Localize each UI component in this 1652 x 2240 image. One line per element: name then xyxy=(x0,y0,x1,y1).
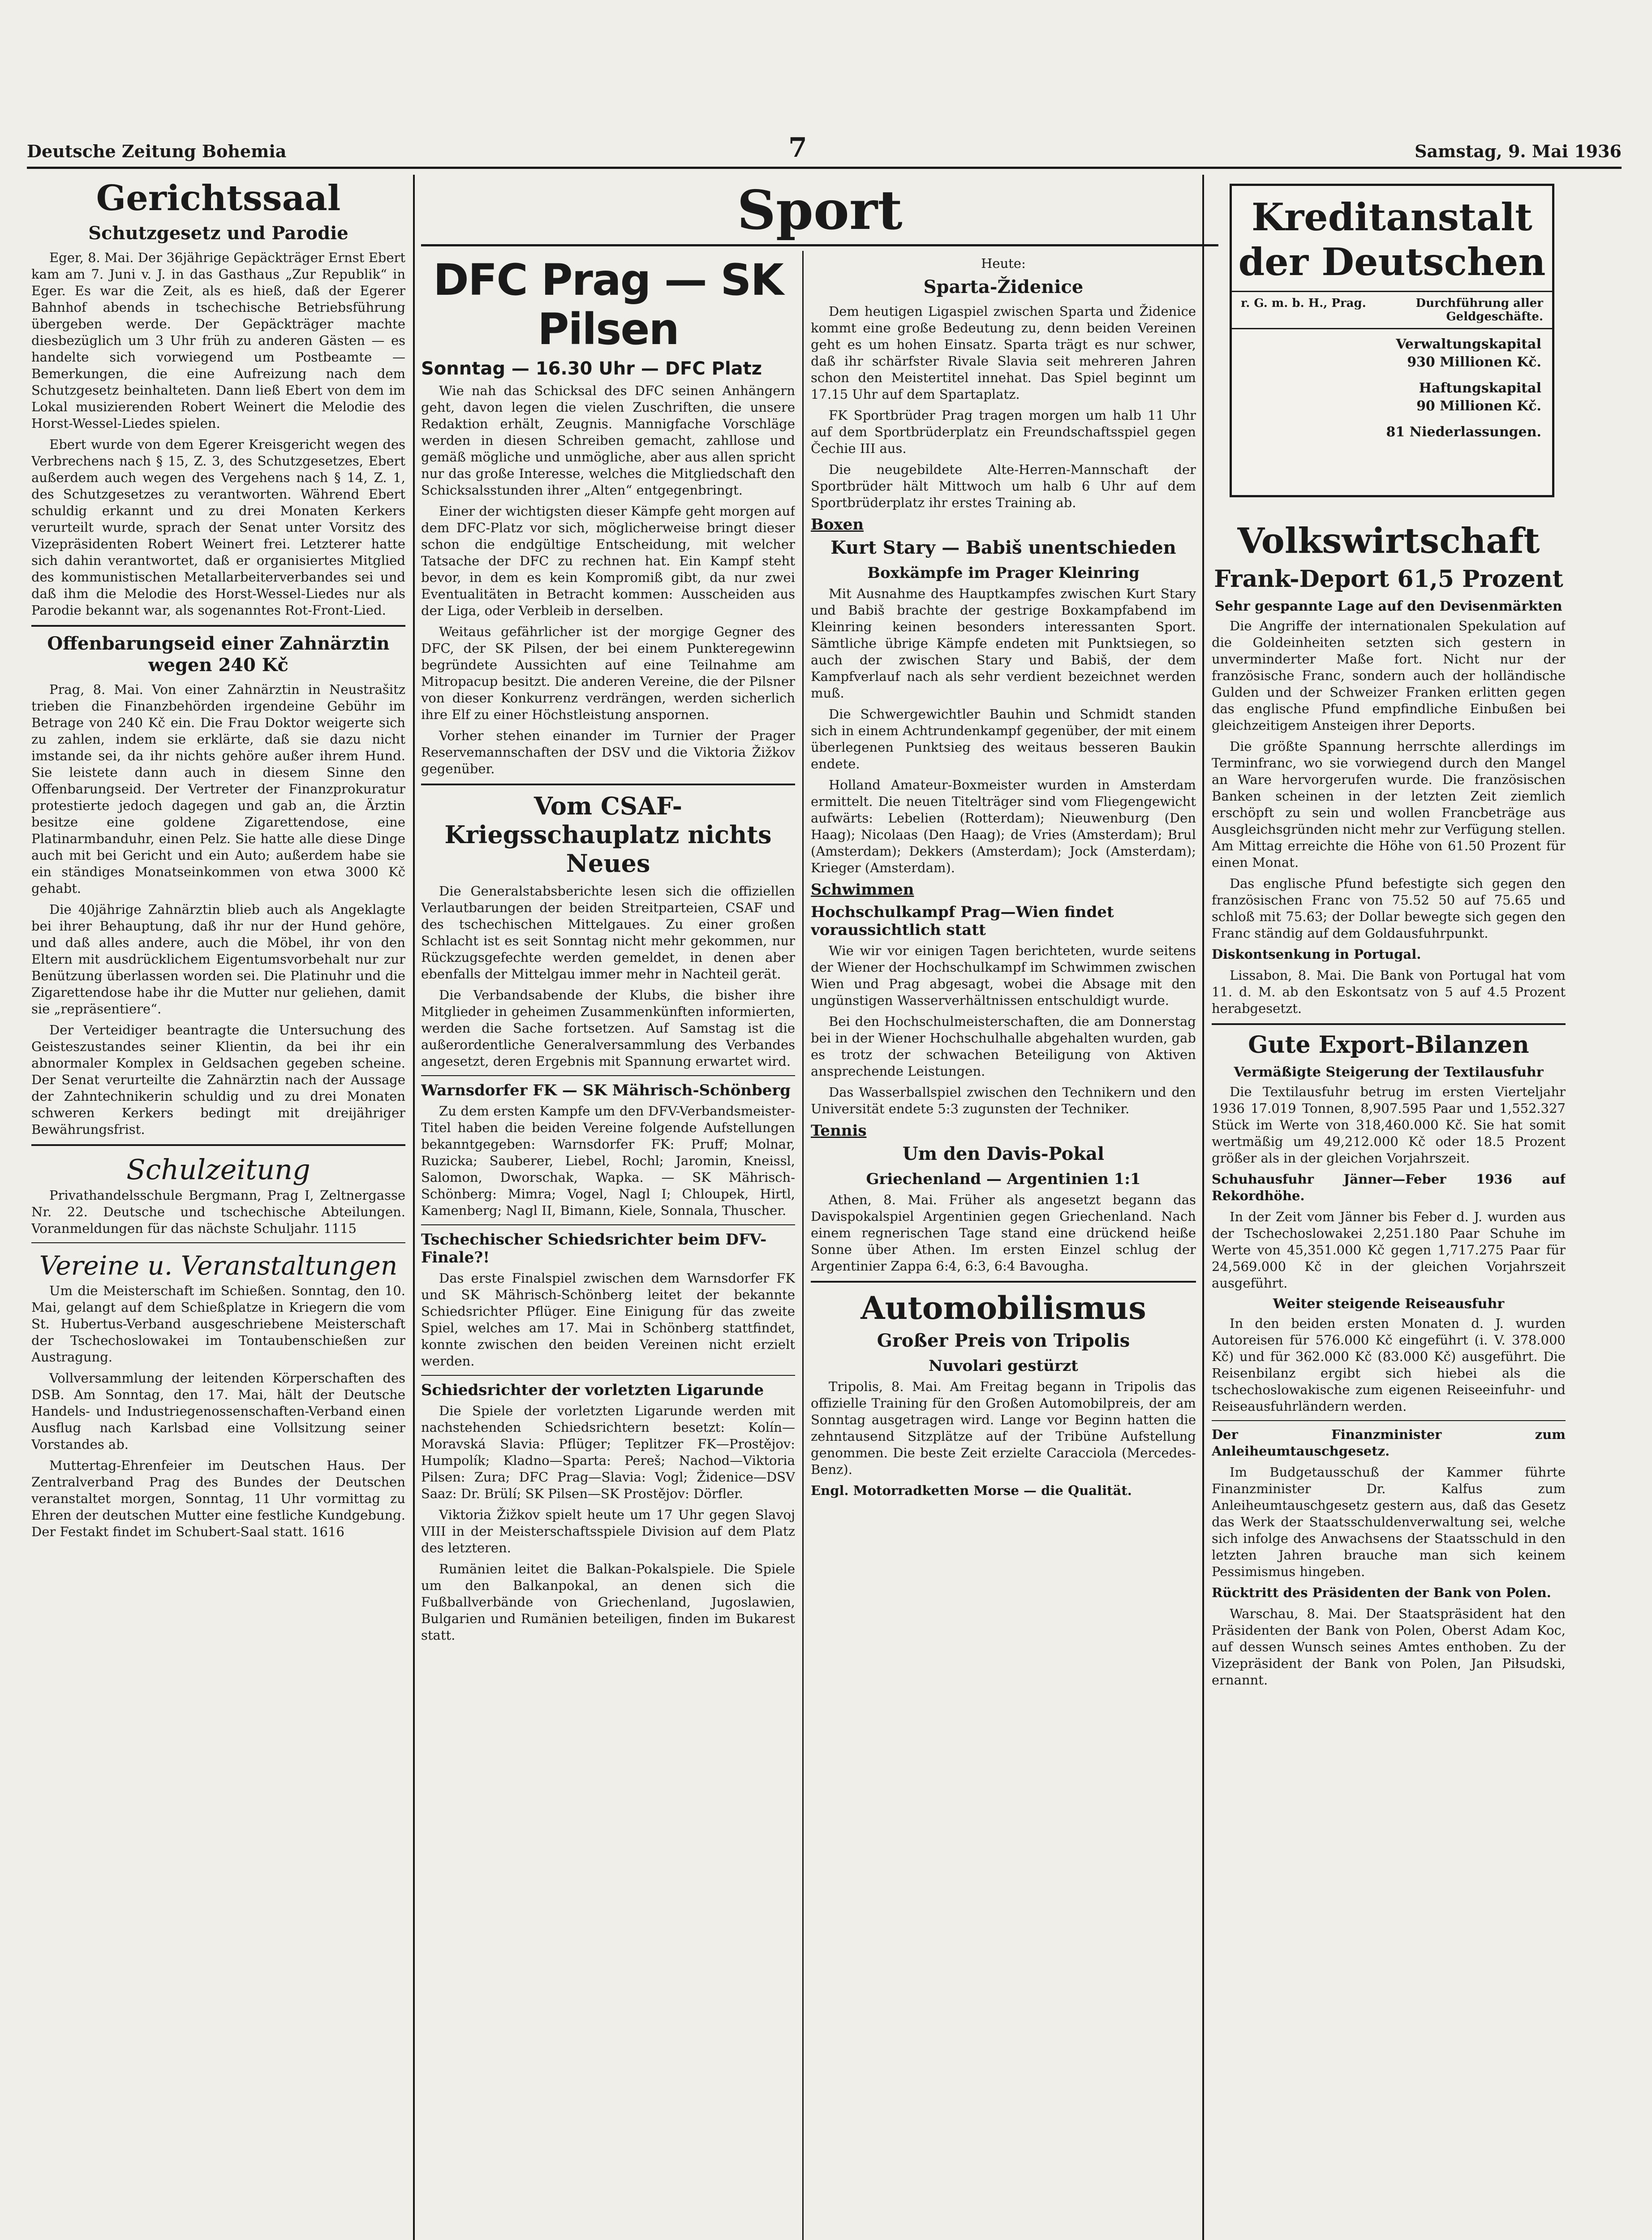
article-paragraph: Die Generalstabsberichte lesen sich die offiziellen Verlautbarungen der beiden Streitparteien, CSAF und des tschechischen Mittelgaues. Zu einer großen Schlacht ist es seit Sonntag nicht mehr gekommen, nur Rückzugsgefechte werden gemeldet, in denen aber ebenfalls der Mittelgau immer mehr in Nachteil gerät. xyxy=(421,883,795,982)
divider xyxy=(421,784,795,785)
divider xyxy=(421,1375,795,1376)
article-paragraph: Viktoria Žižkov spielt heute um 17 Uhr gegen Slavoj VIII in der Meisterschaftsspiele Division auf dem Platz des letzteren. xyxy=(421,1507,795,1555)
bank-capital-label: Verwaltungskapital xyxy=(1396,336,1541,352)
section-title-vereine: Vereine u. Veranstaltungen xyxy=(39,1250,398,1281)
economy-column xyxy=(1212,520,1566,2240)
article-headline: Diskontsenkung in Portugal. xyxy=(1212,947,1421,962)
article-paragraph: Privathandelsschule Bergmann, Prag I, Zeltnergasse Nr. 22. Deutsche und tschechische Abteilungen. Voranmeldungen für das nächste Schuljahr. 1115 xyxy=(31,1188,405,1236)
article-paragraph: Muttertag-Ehrenfeier im Deutschen Haus. Der Zentralverband Prag des Bundes der Deutschen veranstaltet morgen, Sonntag, 11 Uhr vormittag zu Ehren der deutschen Mutter eine festliche Kundgebung. Der Festakt findet im Schubert-Saal statt. 1616 xyxy=(31,1458,405,1539)
newspaper-name: Deutsche Zeitung Bohemia xyxy=(27,141,287,161)
article-headline: Warnsdorfer FK — SK Mährisch-Schönberg xyxy=(421,1081,791,1099)
article-paragraph: Mit Ausnahme des Hauptkampfes zwischen Kurt Stary und Babiš brachte der gestrige Boxkampfabend im Kleinring keinen besonders interessanten Sport. Sämtliche übrige Kämpfe endeten mit Punktsiegen, so auch der zwischen Stary und Babiš, der dem Kampfverlauf nach als sehr verdient bezeichnet werden muß. xyxy=(811,586,1196,701)
article-headline: Schiedsrichter der vorletzten Ligarunde xyxy=(421,1381,764,1399)
article-paragraph: Um die Meisterschaft im Schießen. Sonntag, den 10. Mai, gelangt auf dem Schießplatze in Kriegern die vom St. Hubertus-Verband ausgeschriebene Meisterschaft der Tschechoslowakei im Tontaubenschießen zur Austragung. xyxy=(31,1283,405,1365)
article-headline: Der Finanzminister zum Anleiheumtauschgesetz. xyxy=(1212,1427,1566,1459)
article-paragraph: Ebert wurde von dem Egerer Kreisgericht wegen des Verbrechens nach § 15, Z. 3, des Schutzgesetzes, Ebert außerdem auch wegen des Vergehens nach § 14, Z. 1, des Schutzgesetzes zu verantworten. Während Ebert schuldig erkannt und zu drei Monaten Kerkers verurteilt wurde, sprach der Senat unter Vorsitz des Vizepräsidenten Robert Weinert frei. Letzterer hatte sich dahin verantwortet, daß er organisiertes Mitglied des kommunistischen Metallarbeiterverbandes sei und daß ihm die Melodie des Horst-Wessel-Liedes nur als Parodie bekannt war, als sogenanntes Rot-Front-Lied. xyxy=(31,437,405,618)
divider xyxy=(1212,1023,1566,1025)
article-subhead: Weiter steigende Reiseausfuhr xyxy=(1273,1296,1505,1312)
article-paragraph: Athen, 8. Mai. Früher als angesetzt begann das Davispokalspiel Argentinien gegen Griechenland. Nach einem regnerischen Tage stand eine drückend heiße Sonne über Athen. Im ersten Einzel schlug der Argentinier Zappa 6:4, 6:3, 6:4 Bavougha. xyxy=(811,1192,1196,1274)
article-paragraph: Warschau, 8. Mai. Der Staatspräsident hat den Präsidenten der Bank von Polen, Oberst Adam Koc, auf dessen Wunsch seines Amtes enthoben. Zu der Vizepräsident der Bank von Polen, Jan Piłsudski, ernannt. xyxy=(1212,1606,1566,1688)
article-paragraph: Das englische Pfund befestigte sich gegen den französischen Franc von 75.52 50 auf 75.65 und schloß mit 75.63; der Dollar bewegte sich gegen den Franc ständig auf dem Goldausfuhrpunkt. xyxy=(1212,876,1566,941)
article-subhead: Sonntag — 16.30 Uhr — DFC Platz xyxy=(421,358,762,379)
article-paragraph: Wie wir vor einigen Tagen berichteten, wurde seitens der Wiener der Hochschulkampf im Schwimmen zwischen Wien und Prag abgesagt, wobei die Absage mit den ungünstigen Wasserverhältnissen entschuldigt wurde. xyxy=(811,943,1196,1008)
article-paragraph: Weitaus gefährlicher ist der morgige Gegner des DFC, der SK Pilsen, der bei einem Punkteregewinn begründete Aussichten auf eine Teilnahme am Mitropacup besitzt. Die anderen Vereine, die der Pilsner von dieser Konkurrenz verdrängen, werden sicherlich ihre Elf zu einer Höchstleistung anspornen. xyxy=(421,624,795,722)
label-heute: Heute: xyxy=(981,256,1026,271)
sport-column-left xyxy=(421,255,795,2240)
sport-column-right xyxy=(811,255,1196,2240)
divider xyxy=(811,1281,1196,1283)
article-subhead: Vermäßigte Steigerung der Textilausfuhr xyxy=(1234,1064,1544,1080)
column-rule-2 xyxy=(802,251,804,2240)
article-paragraph: Rumänien leitet die Balkan-Pokalspiele. Die Spiele um den Balkanpokal, an denen sich die Fußballverbände von Griechenland, Jugoslawien, Bulgarien und Rumänien beteiligen, finden im Bukarest statt. xyxy=(421,1561,795,1643)
article-paragraph: Prag, 8. Mai. Von einer Zahnärztin in Neustrašitz trieben die Finanzbehörden irgendeine Gebühr im Betrage von 240 Kč ein. Die Frau Doktor weigerte sich zu zahlen, indem sie erklärte, daß sie dazu nicht imstande sei, da ihr nichts gehöre außer ihrem Hund. Sie leistete dann auch in diesem Sinne den Offenbarungseid. Der Vertreter der Finanzprokuratur protestierte jedoch dagegen und gab an, die Ärztin besitze eine goldene Zigarettendose, eine Platinarmbanduhr, einen Pelz. Sie hatte alle diese Dinge auch mit bei Gericht und ein Auto; außerdem habe sie ein ständiges Monatseinkommen von etwa 3000 Kč gehabt. xyxy=(31,682,405,896)
article-paragraph: Wie nah das Schicksal des DFC seinen Anhängern geht, davon legen die vielen Zuschriften, die unsere Redaktion erhält, Zeugnis. Mannigfache Vorschläge werden in diesen Schreiben gemacht, zahllose und gemäß mögliche und unmögliche, aber aus allen spricht nur das große Interesse, welches die Mitgliedschaft den Schicksalsstunden ihrer „Alten“ entgegenbringt. xyxy=(421,383,795,498)
bank-capital: 930 Millionen Kč. xyxy=(1407,354,1541,370)
advertisement-line: Engl. Motorradketten Morse — die Qualität. xyxy=(811,1483,1132,1498)
article-headline: Schuhausfuhr Jänner—Feber 1936 auf Rekordhöhe. xyxy=(1212,1172,1566,1203)
article-paragraph: Eger, 8. Mai. Der 36jährige Gepäckträger Ernst Ebert kam am 7. Juni v. J. in das Gasthaus „Zur Republik“ in Eger. Es war die Zeit, als es hieß, daß der Egerer Bahnhof abends in tschechische Betriebsführung übergeben werde. Der Gepäckträger machte diesbezüglich um 3 Uhr früh zu anderen Gästen — es handelte sich vorwiegend um Postbeamte — Bemerkungen, die eine Aufreizung nach dem Schutzgesetz beinhalteten. Dann ließ Ebert von dem im Lokal musizierenden Robert Weinert die Melodie des Horst-Wessel-Liedes spielen. xyxy=(31,250,405,431)
article-paragraph: In der Zeit vom Jänner bis Feber d. J. wurden aus der Tschechoslowakei 2,251.180 Paar Schuhe im Werte von 45,351.000 Kč gegen 1,717.275 Paar für 24,569.000 Kč in der gleichen Vorjahrszeit ausgeführt. xyxy=(1212,1209,1566,1291)
article-headline: Hochschulkampf Prag—Wien findet voraussichtlich statt xyxy=(811,903,1114,939)
left-column xyxy=(31,177,405,2240)
article-paragraph: Das erste Finalspiel zwischen dem Warnsdorfer FK und SK Mährisch-Schönberg leitet der bekannte Schiedsrichter Pflüger. Eine Einigung für das zweite Spiel, welches am 17. Mai in Schönberg stattfindet, konnte zwischen den beiden Vereinen nicht erzielt werden. xyxy=(421,1271,795,1369)
article-paragraph: Die Angriffe der internationalen Spekulation auf die Goldeinheiten setzten sich gestern in unverminderter Maße fort. Nicht nur der französische Franc, sondern auch der holländische Gulden und der Schweizer Franken erlitten gegen das englische Pfund empfindliche Einbußen bei gleichzeitigem Ansteigen ihrer Deports. xyxy=(1212,618,1566,733)
article-paragraph: Zu dem ersten Kampfe um den DFV-Verbandsmeister-Titel haben die beiden Vereine folgende Aufstellungen bekanntgegeben: Warnsdorfer FK: Pruff; Molnar, Ruzicka; Sauberer, Liebel, Rochl; Jaromin, Kneissl, Salomon, Dworschak, Wapka. — SK Mährisch-Schönberg: Mimra; Vogel, Nagl I; Chloupek, Hirtl, Kamenberg; Nagl II, Bimann, Kiele, Sonnala, Thuscher. xyxy=(421,1103,795,1218)
subsection-schwimmen: Schwimmen xyxy=(811,881,914,899)
article-paragraph: Die neugebildete Alte-Herren-Mannschaft der Sportbrüder hält Mittwoch um halb 6 Uhr auf dem Sportbrüderplatz ihr erstes Training ab. xyxy=(811,462,1196,510)
issue-date: Samstag, 9. Mai 1936 xyxy=(1415,141,1622,161)
sport-masthead xyxy=(421,177,1218,249)
article-headline: Vom CSAF-Kriegsschauplatz nichts Neues xyxy=(444,792,772,878)
article-paragraph: Der Verteidiger beantragte die Untersuchung des Geisteszustandes seiner Klientin, da bei ihr ein abnormaler Komplex in Geldsachen gegeben scheine. Der Senat verurteilte die Zahnärztin nach der Aussage der Zahntechnikerin schuldig und zu drei Monaten schweren Kerkers bedingt mit dreijähriger Bewährungsfrist. xyxy=(31,1022,405,1137)
article-headline: Kurt Stary — Babiš unentschieden xyxy=(830,537,1176,558)
article-paragraph: Die Spiele der vorletzten Ligarunde werden mit nachstehenden Schiedsrichtern besetzt: Kolín—Moravská Slavia: Pflüger; Teplitzer FK—Prostějov: Humpolík; Kladno—Sparta: Pereš; Nachod—Viktoria Pilsen: Zura; DFC Prag—Slavia: Vogl; Židenice—DSV Saaz: Dr. Brülí; SK Pilsen—SK Prostějov: Dörfler. xyxy=(421,1403,795,1501)
article-paragraph: Die Textilausfuhr betrug im ersten Vierteljahr 1936 17.019 Tonnen, 8,907.595 Paar und 1,552.327 Stück im Werte von 318,460.000 Kč. Sie hat somit wertmäßig um 49,212.000 Kč oder 18.5 Prozent größer als in der gleichen Vorjahrszeit. xyxy=(1212,1084,1566,1166)
bank-name-line1: Kreditanstalt xyxy=(1252,195,1532,239)
column-rule-1 xyxy=(413,175,415,2240)
divider xyxy=(31,1242,405,1243)
section-title-schulzeitung: Schulzeitung xyxy=(126,1153,310,1186)
article-paragraph: Vorher stehen einander im Turnier der Prager Reservemannschaften der DSV und die Viktoria Žižkov gegenüber. xyxy=(421,728,795,776)
article-paragraph: Die Verbandsabende der Klubs, die bisher ihre Mitglieder in geheimen Zusammenkünften informierten, werden die Sache fortsetzen. Auf Samstag ist die außerordentliche Generalversammlung des Verbandes angesetzt, deren Ergebnis mit Spannung erwartet wird. xyxy=(421,987,795,1069)
section-title-sport: Sport xyxy=(421,177,1218,246)
section-title-gerichtssaal: Gerichtssaal xyxy=(96,178,341,219)
bank-advertisement xyxy=(1230,184,1554,497)
article-paragraph: Die größte Spannung herrschte allerdings im Terminfranc, wo sie vorwiegend durch den Mangel an Ware hervorgerufen wurde. Die französischen Banken scheinen in der letzten Zeit ziemlich erschöpft zu sein und wollen Francbeträge aus Ausgleichsgründen nicht mehr zur Verfügung stellen. Am Mittag erreichte die Höhe von 61.50 Prozent für einen Monat. xyxy=(1212,739,1566,870)
subsection-boxen: Boxen xyxy=(811,516,864,534)
article-paragraph: Lissabon, 8. Mai. Die Bank von Portugal hat vom 11. d. M. ab den Eskontsatz von 5 auf 4.5 Prozent herabgesetzt. xyxy=(1212,968,1566,1016)
article-paragraph: In den beiden ersten Monaten d. J. wurden Autoreisen für 576.000 Kč eingeführt (i. V. 378.000 Kč) und für 362.000 Kč (83.000 Kč) ausgeführt. Die Reisenbilanz ergibt sich hiebei als die tschechoslowakische zum eigenen Reiseeinfuhr- und Reiseausfuhrländern werden. xyxy=(1212,1316,1566,1414)
article-paragraph: Die 40jährige Zahnärztin blieb auch als Angeklagte bei ihrer Behauptung, daß ihr nur der Hund gehöre, und daß alles andere, auch die Möbel, ihr von den Eltern mit ausdrücklichem Eigentumsvorbehalt nur zur Benützung überlassen worden sei. Die Platinuhr und die Zigarettendose habe ihr die Mutter nur geliehen, damit sie „repräsentiere“. xyxy=(31,902,405,1017)
divider xyxy=(31,625,405,627)
bank-name-line2: der Deutschen xyxy=(1238,240,1546,284)
article-subhead: Griechenland — Argentinien 1:1 xyxy=(866,1170,1141,1188)
article-paragraph: Im Budgetausschuß der Kammer führte Finanzminister Dr. Kalfus zum Anleiheumtauschgesetz gestern aus, daß das Gesetz das Werk der Staatsschuldenverwaltung sei, welche sich infolge des Anwachsens der Staatsschuld in den letzten Jahren brauche man sich keinem Pessimismus hingeben. xyxy=(1212,1465,1566,1579)
bank-register: r. G. m. b. H., Prag. xyxy=(1241,297,1366,310)
bank-branches: 81 Niederlassungen. xyxy=(1386,424,1541,440)
article-paragraph: FK Sportbrüder Prag tragen morgen um halb 11 Uhr auf dem Sportbrüderplatz ein Freundschaftsspiel gegen Čechie III aus. xyxy=(811,408,1196,456)
article-paragraph: Das Wasserballspiel zwischen den Technikern und den Universität endete 5:3 zugunsten der Techniker. xyxy=(811,1085,1196,1116)
article-headline: Rücktritt des Präsidenten der Bank von Polen. xyxy=(1212,1585,1551,1600)
divider xyxy=(1212,1420,1566,1421)
article-headline: Um den Davis-Pokal xyxy=(902,1143,1105,1164)
divider xyxy=(31,1144,405,1146)
article-subhead: Sehr gespannte Lage auf den Devisenmärkten xyxy=(1215,599,1562,614)
subsection-tennis: Tennis xyxy=(811,1122,867,1140)
article-headline: Sparta-Židenice xyxy=(923,276,1084,297)
article-paragraph: Vollversammlung der leitenden Körperschaften des DSB. Am Sonntag, den 17. Mai, hält der Deutsche Handels- und Industriegenossenschaften-Verband einen Ausflug nach Karlsbad eine Vollsitzung seiner Vorstandes ab. xyxy=(31,1370,405,1452)
article-headline: Frank-Deport 61,5 Prozent xyxy=(1214,565,1563,593)
article-headline: Gute Export-Bilanzen xyxy=(1248,1031,1529,1059)
bank-liability-label: Haftungskapital xyxy=(1419,380,1541,396)
section-title-volkswirtschaft: Volkswirtschaft xyxy=(1237,521,1540,561)
column-rule-3 xyxy=(1202,175,1204,2240)
article-headline-dfc: DFC Prag — SK Pilsen xyxy=(433,255,783,354)
article-paragraph: Dem heutigen Ligaspiel zwischen Sparta und Židenice kommt eine große Bedeutung zu, denn beiden Vereinen geht es um hohen Einsatz. Sparta trägt es nur schwer, daß ihr schärfster Rivale Slavia seit mehreren Jahren schon den Meistertitel innehat. Das Spiel beginnt um 17.15 Uhr auf dem Spartaplatz. xyxy=(811,304,1196,402)
article-headline: Schutzgesetz und Parodie xyxy=(88,223,348,244)
article-paragraph: Einer der wichtigsten dieser Kämpfe geht morgen auf dem DFC-Platz vor sich, möglicherweise bringt dieser schon die endgültige Entscheidung, mit welcher Tatsache der DFC zu rechnen hat. Ein Kampf steht bevor, in dem es kein Kompromiß gibt, da nur zwei Eventualitäten in Betracht kommen: Ausscheiden aus der Liga, oder Verbleib in derselben. xyxy=(421,504,795,618)
article-paragraph: Die Schwergewichtler Bauhin und Schmidt standen sich in einem Achtrundenkampf gegenüber, der mit einem überlegenen Punktsieg des weitaus besseren Baukin endete. xyxy=(811,706,1196,771)
page-number: 7 xyxy=(788,132,807,164)
divider xyxy=(421,1075,795,1076)
divider xyxy=(421,1224,795,1225)
article-paragraph: Bei den Hochschulmeisterschaften, die am Donnerstag bei in der Wiener Hochschulhalle abgehalten wurden, gab es trotz der schwachen Beteiligung von Aktiven ansprechende Leistungen. xyxy=(811,1014,1196,1079)
section-title-automobilismus: Automobilismus xyxy=(860,1289,1146,1327)
article-headline: Tschechischer Schiedsrichter beim DFV-Finale?! xyxy=(421,1231,767,1266)
article-headline: Großer Preis von Tripolis xyxy=(877,1330,1130,1351)
bank-service: Durchführung aller Geldgeschäfte. xyxy=(1415,297,1543,323)
header-rule xyxy=(27,167,1622,169)
article-paragraph: Holland Amateur-Boxmeister wurden in Amsterdam ermittelt. Die neuen Titelträger sind vom Fliegengewicht aufwärts: Lebelien (Rotterdam); Nieuwenburg (Den Haag); Nicolaas (Den Haag); de Vries (Amsterdam); Brul (Amsterdam); Dekkers (Amsterdam); Jock (Amsterdam); Krieger (Amsterdam). xyxy=(811,777,1196,875)
article-subhead: Boxkämpfe im Prager Kleinring xyxy=(867,564,1140,582)
page-header xyxy=(27,132,1622,164)
bank-liability: 90 Millionen Kč. xyxy=(1416,398,1541,414)
article-paragraph: Tripolis, 8. Mai. Am Freitag begann in Tripolis das offizielle Training für den Großen Automobilpreis, der am Sonntag ausgetragen wird. Lange vor Beginn hatten die zehntausend Sitzplätze auf der Tribüne Aufstellung genommen. Die beste Zeit erzielte Caracciola (Mercedes-Benz). xyxy=(811,1379,1196,1477)
article-headline: Offenbarungseid einer Zahnärztin wegen 240 Kč xyxy=(47,633,390,676)
article-subhead: Nuvolari gestürzt xyxy=(929,1357,1078,1375)
